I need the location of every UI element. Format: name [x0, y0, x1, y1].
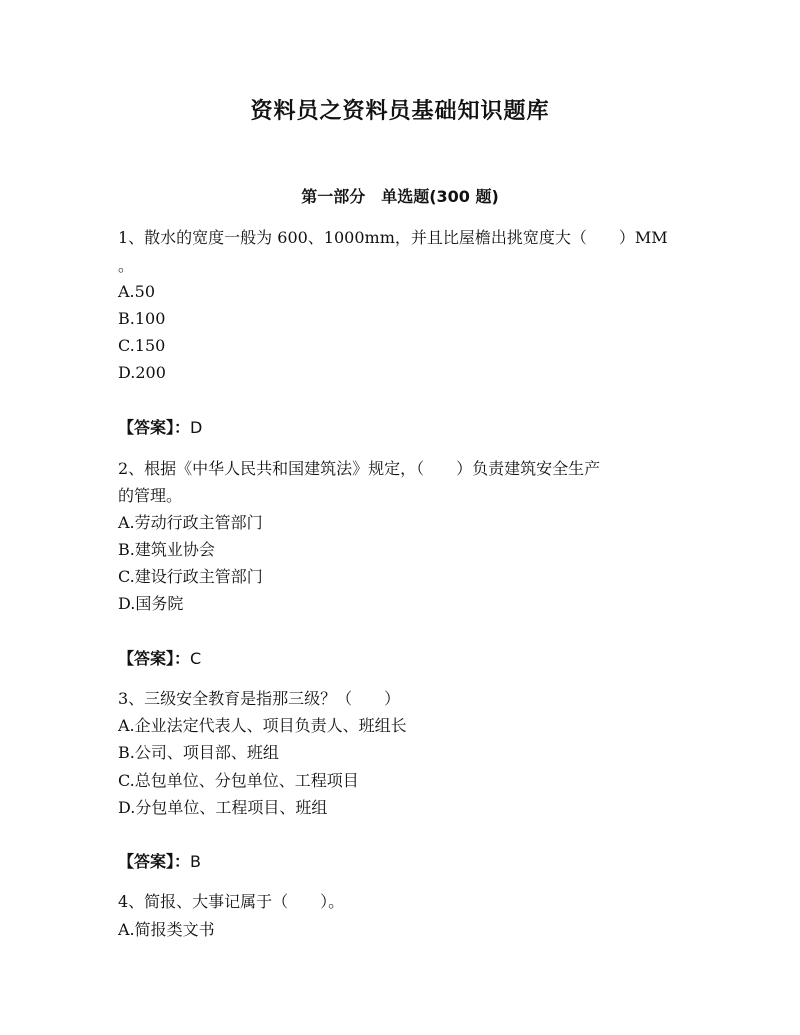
answer-value: D — [190, 418, 203, 437]
question-4-option-a: A.简报类文书 — [118, 920, 215, 939]
question-1-option-c: C.150 — [118, 336, 166, 355]
section-title: 第一部分 单选题(300 题) — [301, 187, 499, 206]
question-2-stem-line-2: 的管理。 — [118, 486, 183, 505]
question-2-option-c: C.建设行政主管部门 — [118, 567, 263, 586]
question-1-option-d: D.200 — [118, 363, 166, 382]
question-1-answer — [118, 418, 202, 438]
question-3-option-d: D.分包单位、工程项目、班组 — [118, 798, 328, 817]
answer-label: 【答案】： — [118, 649, 191, 668]
question-4-stem-line-1: 4、简报、大事记属于（ ）。 — [118, 892, 345, 911]
question-1-option-a: A.50 — [118, 282, 155, 301]
question-1-option-b: B.100 — [118, 309, 166, 328]
question-1-stem-line-1: 1、散水的宽度一般为 600、1000mm，并且比屋檐出挑宽度大（ ）MM — [118, 228, 668, 247]
question-2-option-b: B.建筑业协会 — [118, 540, 215, 559]
answer-value: B — [190, 852, 201, 871]
question-2-stem-line-1: 2、根据《中华人民共和国建筑法》规定，（ ）负责建筑安全生产 — [118, 459, 601, 478]
question-3-option-b: B.公司、项目部、班组 — [118, 743, 279, 762]
question-2-option-a: A.劳动行政主管部门 — [118, 513, 263, 532]
answer-label: 【答案】： — [118, 852, 191, 871]
question-3-stem-line-1: 3、三级安全教育是指那三级？（ ） — [118, 689, 401, 708]
question-3-answer — [118, 852, 201, 872]
question-1-stem-line-2: 。 — [118, 256, 135, 275]
question-2-answer — [118, 649, 201, 669]
question-3-option-c: C.总包单位、分包单位、工程项目 — [118, 771, 359, 790]
page-title: 资料员之资料员基础知识题库 — [250, 99, 550, 124]
question-3-option-a: A.企业法定代表人、项目负责人、班组长 — [118, 716, 407, 735]
question-2-option-d: D.国务院 — [118, 594, 184, 613]
answer-label: 【答案】： — [118, 418, 191, 437]
answer-value: C — [190, 649, 202, 668]
